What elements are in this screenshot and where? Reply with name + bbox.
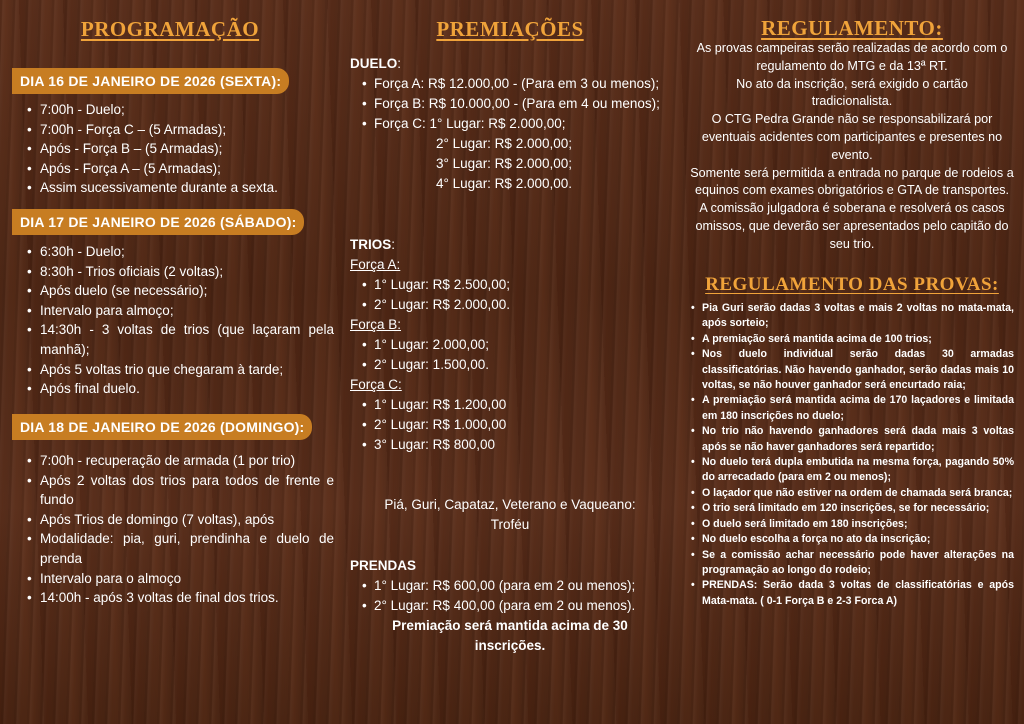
duelo-forca-a: • Força A: R$ 12.000,00 - (Para em 3 ou menos); [350,74,670,94]
list-item: • 3° Lugar: R$ 800,00 [350,435,670,455]
list-item: • Após - Força B – (5 Armadas); [24,139,334,159]
regulamento-column [680,0,1024,724]
list-item: • 2° Lugar: R$ 400,00 (para em 2 ou menos). [350,596,670,616]
duelo-forca-c: • Força C: 1° Lugar: R$ 2.000,00; [350,114,670,134]
premiacoes-column [340,0,680,724]
premiacoes-title: PREMIAÇÕES [436,17,584,41]
forca-c-place-4: 4° Lugar: R$ 2.000,00. [436,176,572,191]
prendas-section [350,556,670,656]
trios-forca-a-label: Força A: [350,257,401,272]
regulamento-paragraph: As provas campeiras serão realizadas de acordo com o regulamento do MTG e da 13ª RT. [696,41,1008,73]
list-item: • 2° Lugar: 1.500,00. [350,355,670,375]
list-item: • Nos duelo individual serão dadas 30 armadas classificatórias. Não havendo ganhador, serão dadas mais 10 voltas, se não houver ganhador será encurtado raia; [688,347,1014,393]
trios-label: TRIOS [350,237,392,252]
prendas-label: PRENDAS [350,558,417,573]
trofeu-text: Piá, Guri, Capataz, Veterano e Vaqueano: Troféu [384,497,636,532]
list-item: • Após - Força A – (5 Armadas); [24,159,334,179]
list-item: • O laçador que não estiver na ordem de chamada será branca; [688,486,1014,501]
regulamento-title: REGULAMENTO: [761,16,943,40]
list-item: • 14:30h - 3 voltas de trios (que laçaram pela manhã); [24,320,334,359]
trios-forca-c-label: Força C: [350,377,402,392]
list-item: • A premiação será mantida acima de 100 trios; [688,332,1014,347]
list-item: • 8:30h - Trios oficiais (2 voltas); [24,262,334,282]
forca-c-place-2: 2° Lugar: R$ 2.000,00; [436,136,572,151]
list-item: • A premiação será mantida acima de 170 laçadores e limitada em 180 inscrições no duelo; [688,393,1014,424]
day-18-heading: DIA 18 DE JANEIRO DE 2026 (DOMINGO): [12,414,312,440]
list-item: • Pia Guri serão dadas 3 voltas e mais 2 voltas no mata-mata, após sorteio; [688,301,1014,332]
list-item: • Após Trios de domingo (7 voltas), após [24,510,334,530]
duelo-forca-b: • Força B: R$ 10.000,00 - (Para em 4 ou menos); [350,94,670,114]
list-item: • Após 2 voltas dos trios para todos de frente e fundo [24,471,334,510]
programacao-title: PROGRAMAÇÃO [80,17,260,41]
list-item: • Após final duelo. [24,379,334,399]
day-16-heading: DIA 16 DE JANEIRO DE 2026 (SEXTA): [12,68,289,94]
regulamento-paragraph: Somente será permitida a entrada no parque de rodeios a equinos com exames obrigatórios e GTA de transportes. [690,165,1014,198]
regulamento-text [680,40,1024,254]
list-item: • Após 5 voltas trio que chegaram à tarde; [24,360,334,380]
list-item: • No duelo terá dupla embutida na mesma força, pagando 50% do arrecadado (para em 2 ou menos); [688,455,1014,486]
forca-c-place-3: 3° Lugar: R$ 2.000,00; [436,156,572,171]
list-item: • 1° Lugar: R$ 600,00 (para em 2 ou menos); [350,576,670,596]
list-item: • Após duelo (se necessário); [24,281,334,301]
regulamento-provas-title: REGULAMENTO DAS PROVAS: [705,274,999,295]
trios-forca-b-label: Força B: [350,317,402,332]
day-17-list [24,242,334,399]
programacao-column [0,0,340,724]
regulamento-provas-list [688,301,1014,609]
list-item: • Se a comissão achar necessário pode haver alterações na programação ao longo do rodeio; [688,548,1014,579]
prendas-note: Premiação será mantida acima de 30 inscrições. [392,618,628,653]
regulamento-paragraph: O CTG Pedra Grande não se responsabilizará por eventuais acidentes com participantes e presentes no evento. [701,112,1003,162]
list-item: • 14:00h - após 3 voltas de final dos trios. [24,588,334,608]
list-item: • 7:00h - Duelo; [24,100,334,120]
list-item: • Intervalo para o almoço [24,569,334,589]
day-17-heading: DIA 17 DE JANEIRO DE 2026 (SÁBADO): [12,209,304,235]
regulamento-paragraph: A comissão julgadora é soberana e resolverá os casos omissos, que deverão ser apresentados pelo capitão do seu trio. [695,201,1009,251]
list-item: • No duelo escolha a força no ato da inscrição; [688,532,1014,547]
day-16-list [24,100,334,198]
list-item: • 7:00h - Força C – (5 Armadas); [24,120,334,140]
duelo-section: DUELO: • Força A: R$ 12.000,00 - (Para em 3 ou menos); • Força B: R$ 10.000,00 - (Para em 4 ou menos); • Força C: 1° Lugar: R$ 2.000,00; 2° Lugar: R$ 2.000,00; 3° Lugar: R$ 2.000,00; 4° Lugar: R$ 2.000,00. [350,54,670,194]
day-18-list [24,451,334,608]
regulamento-paragraph: No ato da inscrição, será exigido o cartão tradicionalista. [736,76,968,109]
list-item: • 1° Lugar: R$ 1.200,00 [350,395,670,415]
list-item: • Modalidade: pia, guri, prendinha e duelo de prenda [24,529,334,568]
duelo-label: DUELO [350,56,398,71]
list-item: • 2° Lugar: R$ 2.000,00. [350,295,670,315]
list-item: • O duelo será limitado em 180 inscrições; [688,517,1014,532]
list-item: • PRENDAS: Serão dada 3 voltas de classificatórias e após Mata-mata. ( 0-1 Força B e 2-3 Forca A) [688,578,1014,609]
list-item: • 2° Lugar: R$ 1.000,00 [350,415,670,435]
list-item: • Intervalo para almoço; [24,301,334,321]
list-item: • 1° Lugar: 2.000,00; [350,335,670,355]
list-item: • 7:00h - recuperação de armada (1 por trio) [24,451,334,471]
list-item: • O trio será limitado em 120 inscrições, se for necessário; [688,501,1014,516]
list-item: • 6:30h - Duelo; [24,242,334,262]
list-item: • 1° Lugar: R$ 2.500,00; [350,275,670,295]
list-item: • Assim sucessivamente durante a sexta. [24,178,334,198]
trios-section: TRIOS: Força A: • 1° Lugar: R$ 2.500,00; • 2° Lugar: R$ 2.000,00. Força B: • 1° Lugar: 2.000,00; • 2° Lugar: 1.500,00. Força C: • 1° Lugar: R$ 1.200,00 • 2° Lugar: R$ 1.000,00 • 3° Lugar: R$ 800,00 [350,235,670,455]
list-item: • No trio não havendo ganhadores será dada mais 3 voltas após se não haver ganhadores será repartido; [688,424,1014,455]
